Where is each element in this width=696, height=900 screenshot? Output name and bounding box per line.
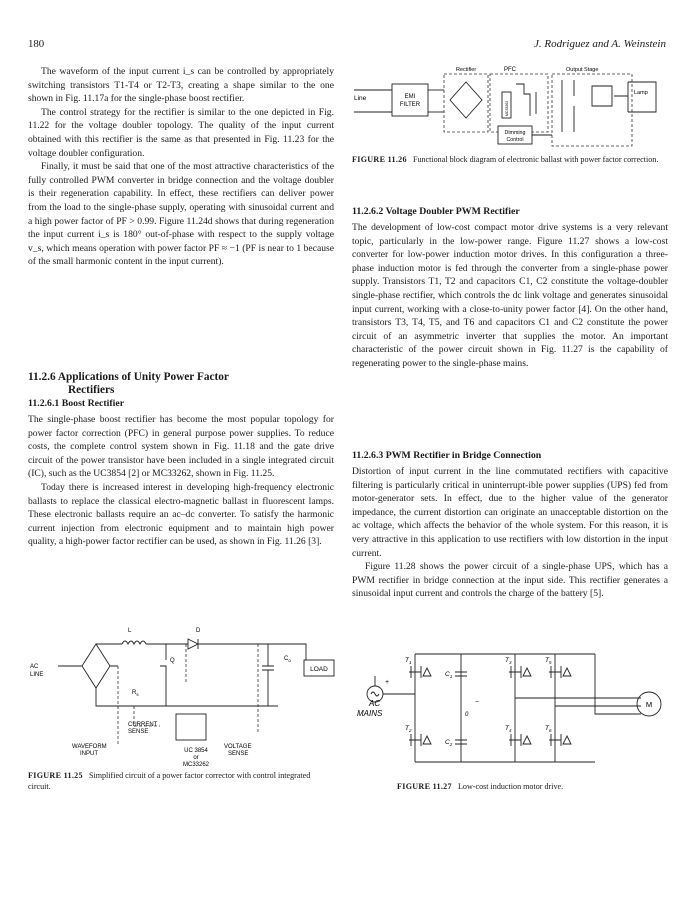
inductor-coil [122,641,146,644]
emi-filter-box [392,84,428,116]
capacitor-label [284,656,291,663]
figure-label: FIGURE 11.26 [352,155,407,164]
t4-sub: 4 [508,728,512,733]
pfc-label: PFC [504,67,516,73]
control-label: Control [506,137,524,143]
figure-11-25-diagram [28,622,338,770]
figure-11-26-caption [352,154,668,165]
mains-label: MAINS [357,709,383,718]
paragraph: The waveform of the input current i_s can be controlled by appropriately switching transistors T1-T4 or T2-T3, creating a shape similar to the one shown in Fig. 11.17a for the single-phase boost rectifier. [28,66,334,105]
switch-t5 [549,666,571,678]
ic-chip [176,714,206,740]
t4-letter: T [505,725,509,732]
t5-label [545,657,552,665]
paragraph: Today there is increased interest in developing high-frequency electronic ballasts to replace the classical electro-magnetic ballast in fluorescent lamps. These electronic ballasts require an ac–dc converter. To satisfy the harmonic current injection from electronic equipment and to maintain high power quality, a high-power factor rectifier can be used, as shown in Fig. 11.26 [3]. [28,481,334,548]
switch-label: Q [170,658,175,664]
output-stage-circuit [562,80,628,132]
source-wires [375,676,415,694]
ac-label: AC [369,699,381,708]
left-column-bottom [28,413,334,549]
t6-sub: 6 [548,728,552,733]
plus-label: + [385,679,390,686]
left-column-top [28,65,334,269]
current-label: CURRENT [128,722,158,728]
t6-letter: T [545,725,549,732]
t3-sub: 3 [508,660,512,665]
figure-11-27-diagram [355,632,671,780]
right-column-top [352,221,668,371]
line-label: Line [354,95,367,102]
filter-label: FILTER [399,102,421,108]
figure-caption-text: Functional block diagram of electronic ballast with power factor correction. [412,155,659,164]
section-heading-11-2-6-3: 11.2.6.3 PWM Rectifier in Bridge Connection [352,450,542,461]
paragraph: The development of low-cost compact motor drive systems is a very relevant topic, particularly in the low-power range. Figure 11.27 shows a low-cost converter for low-power induction motor drives. In this configuration a three-phase induction motor is fed through the converter from a single-phase power supply. Transistors T1, T2 and capacitors C1, C2 constitute the voltage-doubler single-phase rectifier, which controls the dc link voltage and generates sinusoidal input current, working with a close-to-unity power factor [4]. On the other hand, transistors T3, T4, T5, and T6 and capacitors C1 and C2 constitute the power circuit of an asymmetric inverter that supplies the motor. An important characteristic of the power circuit shown in Fig. 11.27 is the capability of regenerating power to the single-phase mains. [352,222,668,369]
minus-label: − [475,699,480,706]
switch-t4 [509,734,531,746]
waveform-label: WAVEFORM [72,744,107,750]
section-heading-11-2-6 [28,371,334,397]
t1-letter: T [405,657,409,664]
bridge-diamond [82,644,110,688]
switch-t2 [409,734,431,746]
running-head: J. Rodriguez and A. Weinstein [534,38,666,50]
t2-label [405,725,412,733]
dimming-label: Dimming [504,130,526,136]
paragraph: Figure 11.28 shows the power circuit of a single-phase UPS, which has a PWM rectifier in bridge connection at the input side. This rectifier generates a sinusoidal input current and controls the charge of the battery [5]. [352,561,668,600]
t5-letter: T [545,657,549,664]
c1-label [445,671,453,679]
capacitor-sub: o [288,658,291,663]
bottom-rail [96,688,278,706]
load-label: LOAD [310,666,328,673]
right-column-bottom [352,465,668,601]
figure-11-26-diagram [352,62,672,152]
rectifier-box [444,74,488,132]
t2-sub: 2 [408,728,412,733]
motor-wires [515,654,641,714]
capacitor-letter: C [284,656,289,662]
voltage-sense-label: SENSE [228,751,249,757]
t1-sub: 1 [408,660,412,665]
mosfet-switch [160,644,166,706]
figure-label: FIGURE 11.25 [28,771,83,780]
resistor-sub: s [136,692,139,697]
output-stage-box [552,74,632,146]
heading-line: 11.2.6 Applications of Unity Power Factor [28,371,229,383]
ic-label-3: MC33262 [182,762,210,768]
c2-label [445,739,453,747]
section-heading-11-2-6-2: 11.2.6.2 Voltage Doubler PWM Rectifier [352,206,520,217]
t4-label [505,725,512,733]
output-capacitor [262,644,274,706]
c2-letter: C [445,739,450,746]
switch-t3 [509,666,531,678]
lamp-label: Lamp [634,90,648,96]
line-label: LINE [30,672,44,678]
figure-caption-text: Simplified circuit of a power factor corrector with control integrated circuit. [28,771,311,791]
heading-line: Rectifiers [68,384,115,396]
emi-label: EMI [404,94,416,100]
c1-sub: 1 [449,674,453,679]
switch-t1 [409,666,431,678]
ac-label: AC [30,664,39,670]
figure-11-27-caption [397,781,563,792]
t3-label [505,657,512,665]
paragraph: The control strategy for the rectifier is similar to the one depicted in Fig. 11.22 for the voltage doubler topology. The quality of the input current obtained with this rectifier is the same as that presented in Fig. 11.23 for the voltage doubler configuration. [28,106,334,159]
switch-t6 [549,734,571,746]
section-heading-11-2-6-1: 11.2.6.1 Boost Rectifier [28,398,125,409]
figure-caption-text: Low-cost induction motor drive. [457,782,564,791]
paragraph: The single-phase boost rectifier has become the most popular topology for power factor correction (PFC) in general purpose power supplies. To reduce costs, the complete control system shown in Fig. 11.18 and the gate drive circuit of the power transistor have been included in a single integrated circuit (IC), such as the UC3854 [2] or MC33262, shown in Fig. 11.25. [28,414,334,480]
t3-letter: T [505,657,509,664]
sine-icon [371,692,379,696]
paragraph: Distortion of input current in the line commutated rectifiers with capacitive filtering is particularly critical in uninterrupt-ible power supplies (UPS) fed from motor-generator sets. In effect, due to the higher value of the generator impedance, the current distortion can originate an unacceptable distortion on the ac voltage, which affects the behavior of the whole system. For this reason, it is very attractive in this application to use rectifiers with low distortion in the input current. [352,466,668,559]
diode-label: D [196,628,201,634]
bridge-diamond [450,82,482,118]
ic-label-1: UC 3854 [184,748,208,754]
ic-label-2: or [193,755,199,761]
pfc-box [490,74,548,132]
page-number: 180 [28,38,45,50]
leg-wires [415,654,555,762]
figure-11-25-caption [28,770,334,792]
t1-label [405,657,412,665]
rectifier-label: Rectifier [456,67,477,73]
t2-letter: T [405,725,409,732]
voltage-label: VOLTAGE [224,744,252,750]
t5-sub: 5 [548,660,552,665]
resistor-letter: R [132,690,137,696]
pfc-switch-wire [516,84,530,116]
inductor-label: L [128,628,132,634]
motor-label: M [645,700,653,709]
resistor-label [132,690,139,697]
ic-label: MC33262 [505,100,509,116]
output-stage-label: Output Stage [566,67,599,73]
input-label: INPUT [80,751,98,757]
t6-label [545,725,552,733]
c2-sub: 2 [449,742,453,747]
node-label: 0 [465,712,469,718]
sense-label: SENSE [128,729,149,735]
diode-symbol [188,639,198,649]
c1-letter: C [445,671,450,678]
paragraph: Finally, it must be said that one of the most attractive characteristics of the fully controlled PWM converter in bridge connection and the voltage doubler is their regeneration capability. In effect, these rectifiers can deliver power from the load to the single-phase supply, operating with sinusoidal current and a high power factor of PF > 0.99. Figure 11.24d shows that during regeneration the input current i_s is 180° out-of-phase with respect to the supply voltage v_s, which means operation with power factor PF ≈ −1 (PF is near to 1 because of the small harmonic content in the input current). [28,161,334,268]
figure-label: FIGURE 11.27 [397,782,452,791]
